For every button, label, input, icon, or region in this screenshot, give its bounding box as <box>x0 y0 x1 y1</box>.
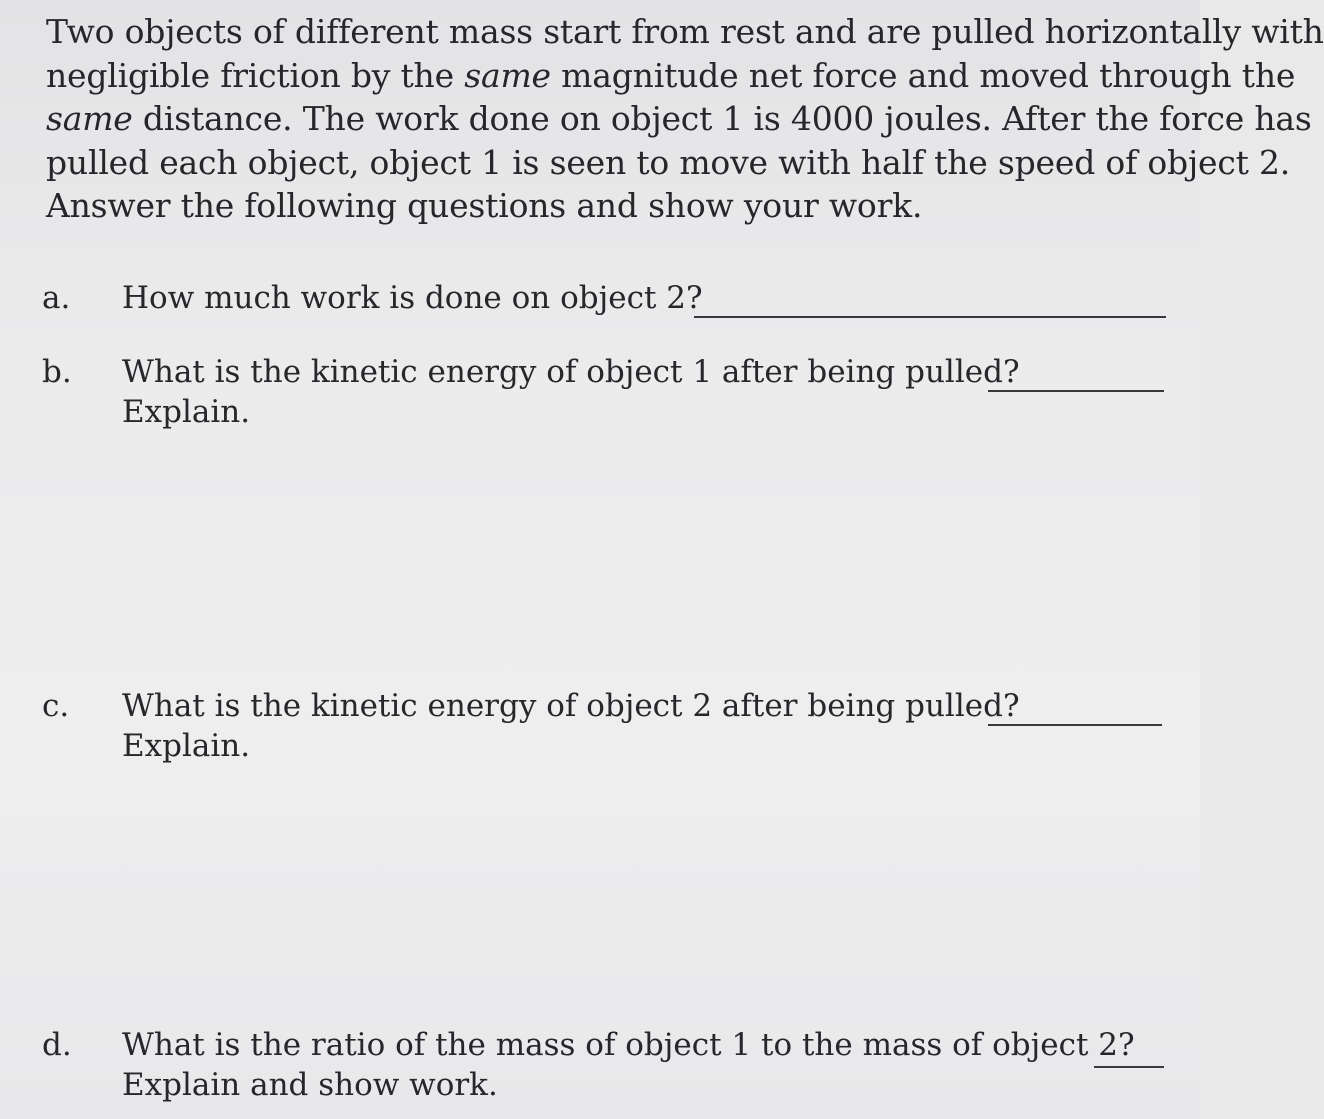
problem-line-4: pulled each object, object 1 is seen to move with half the speed of object 2. <box>46 142 1291 182</box>
problem-line-1: Two objects of different mass start from rest and are pulled horizontally with <box>46 12 1324 51</box>
question-letter: c. <box>42 688 70 724</box>
question-text: How much work is done on object 2? <box>122 280 703 316</box>
problem-line-5: Answer the following questions and show your work. <box>46 186 923 225</box>
problem-statement <box>46 10 1324 228</box>
problem-line-2: negligible friction by the same magnitude net force and moved through the <box>46 55 1296 95</box>
problem-line-3: same distance. The work done on object 1 is 4000 joules. After the force has <box>46 99 1312 138</box>
answer-blank-b[interactable] <box>988 390 1164 392</box>
question-text: What is the kinetic energy of object 1 after being pulled? Explain. <box>122 354 1020 430</box>
question-letter: b. <box>42 354 72 390</box>
emphasis-same: same <box>46 99 133 138</box>
answer-blank-d[interactable] <box>1094 1066 1164 1068</box>
answer-blank-a[interactable] <box>694 316 1166 318</box>
question-text: What is the ratio of the mass of object 1 to the mass of object 2? Explain and show work. <box>122 1027 1135 1103</box>
question-letter: d. <box>42 1027 72 1063</box>
emphasis-same: same <box>464 55 551 95</box>
answer-blank-c[interactable] <box>988 724 1162 726</box>
question-text: What is the kinetic energy of object 2 after being pulled? Explain. <box>122 688 1020 764</box>
question-letter: a. <box>42 280 71 316</box>
